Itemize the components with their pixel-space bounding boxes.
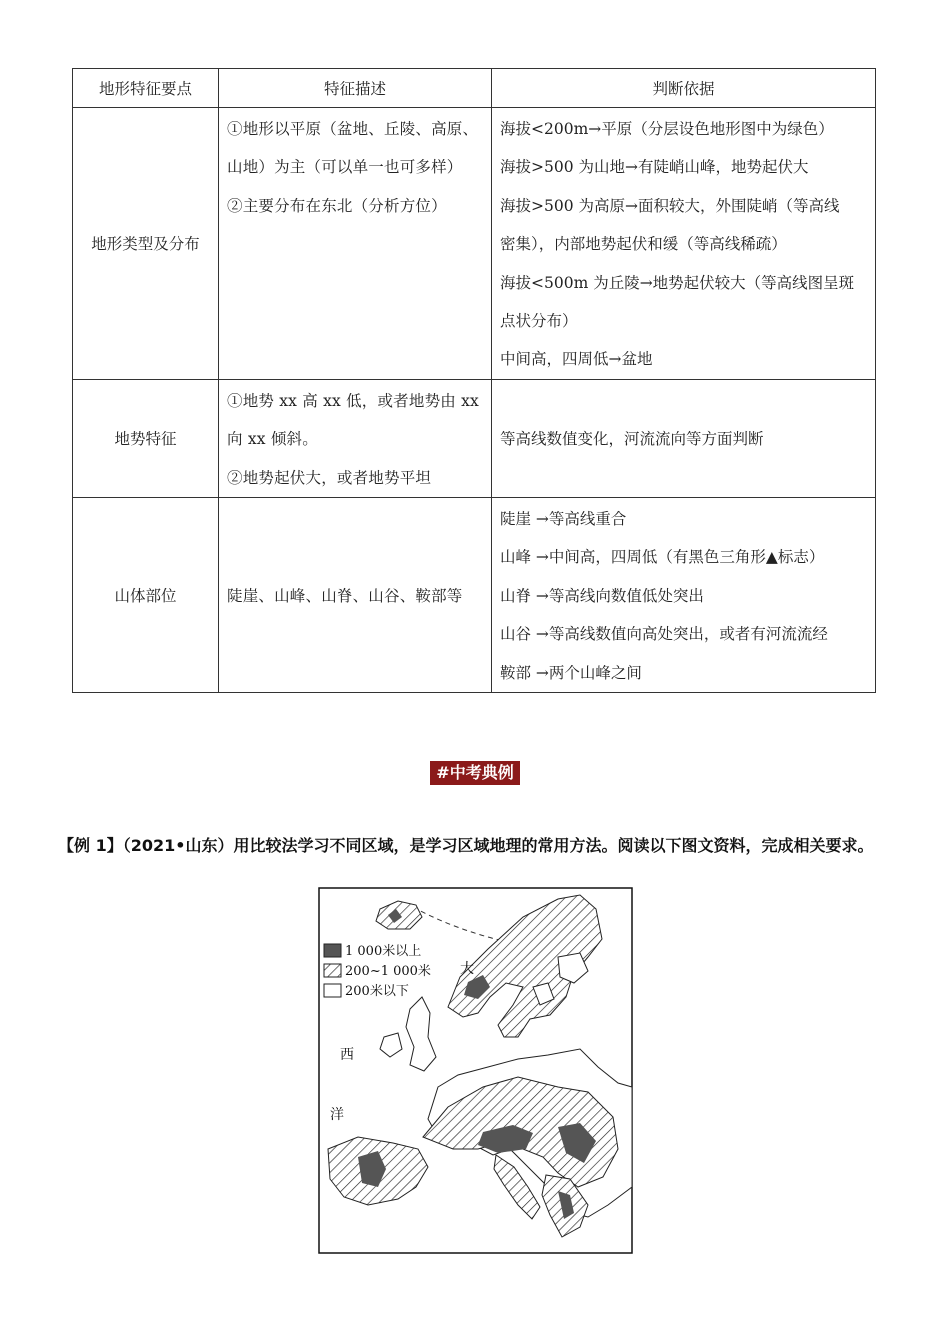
description-line: 山地）为主（可以单一也可多样）: [227, 158, 463, 177]
description-line: ②地势起伏大，或者地势平坦: [227, 468, 432, 487]
header-basis: 判断依据: [492, 69, 876, 108]
basis-line: 山峰 →中间高，四周低（有黑色三角形▲标志）: [500, 548, 825, 567]
ocean-label: 大: [460, 961, 474, 977]
basis-line: 陡崖 →等高线重合: [500, 510, 627, 529]
table-row: [73, 379, 876, 497]
basis-line: 密集），内部地势起伏和缓（等高线稀疏）: [500, 235, 787, 254]
terrain-features-table: [72, 68, 876, 693]
basis-line: 海拔<200m→平原（分层设色地形图中为绿色）: [500, 120, 834, 138]
ocean-label: 洋: [330, 1107, 344, 1123]
row-description: [219, 108, 492, 380]
legend-label: 1 000米以上: [345, 944, 422, 959]
description-line: ②主要分布在东北（分析方位）: [227, 196, 447, 215]
row-label: 山体部位: [73, 498, 219, 693]
basis-line: 海拔>500 为高原→面积较大，外围陡峭（等高线: [500, 196, 840, 215]
basis-line: 海拔<500m 为丘陵→地势起伏较大（等高线图呈斑: [500, 273, 855, 292]
row-label: 地势特征: [73, 379, 219, 497]
description-line: 陡崖、山峰、山脊、山谷、鞍部等: [227, 586, 463, 605]
basis-line: 等高线数值变化，河流流向等方面判断: [500, 430, 764, 449]
basis-line: 鞍部 →两个山峰之间: [500, 663, 642, 682]
description-line: ①地形以平原（盆地、丘陵、高原、: [227, 120, 479, 138]
basis-line: 中间高，四周低→盆地: [500, 350, 653, 369]
section-tag: #中考典例: [430, 761, 519, 785]
ocean-label: 西: [340, 1047, 354, 1063]
row-basis: [492, 379, 876, 497]
table-row: [73, 498, 876, 693]
legend-swatch-low: [324, 984, 341, 997]
question-text: 【例 1】（2021•山东）用比较法学习不同区域，是学习区域地理的常用方法。阅读以下图文资料，完成相关要求。: [58, 836, 874, 855]
row-basis: [492, 108, 876, 380]
basis-line: 海拔>500 为山地→有陡峭山峰，地势起伏大: [500, 158, 809, 177]
basis-line: 山谷 →等高线数值向高处突出，或者有河流流经: [500, 625, 828, 644]
table-row: [73, 108, 876, 380]
basis-line: 山脊 →等高线向数值低处突出: [500, 586, 704, 605]
europe-relief-map: [318, 887, 633, 1254]
row-basis: [492, 498, 876, 693]
legend-label: 200米以下: [345, 984, 409, 999]
row-label: 地形类型及分布: [73, 108, 219, 380]
row-description: [219, 379, 492, 497]
section-tag-wrap: [0, 761, 950, 785]
table-header-row: [73, 69, 876, 108]
header-key-points: 地形特征要点: [73, 69, 219, 108]
row-description: [219, 498, 492, 693]
legend-swatch-mid: [324, 964, 341, 977]
description-line: ①地势 xx 高 xx 低，或者地势由 xx: [227, 391, 479, 410]
legend-swatch-high: [324, 944, 341, 957]
legend-label: 200~1 000米: [345, 964, 431, 979]
description-line: 向 xx 倾斜。: [227, 430, 318, 449]
basis-line: 点状分布）: [500, 312, 578, 331]
header-description: 特征描述: [219, 69, 492, 108]
